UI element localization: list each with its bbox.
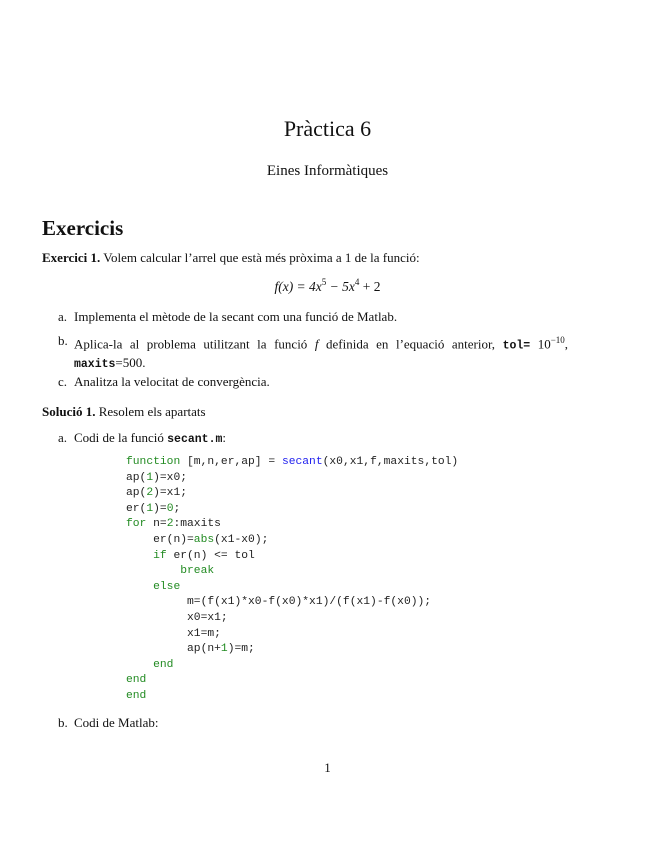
code-line xyxy=(126,673,458,689)
code-line xyxy=(126,471,458,487)
code-line xyxy=(126,564,458,580)
page-number: 1 xyxy=(324,760,331,775)
code-token: (x0,x1,f,maxits,tol) xyxy=(322,456,459,468)
code-token: ap(n+ xyxy=(126,643,221,656)
code-token: else xyxy=(153,580,181,593)
code-token: n= xyxy=(146,518,167,531)
code-line xyxy=(126,486,458,502)
text: Aplica-la al problema utilitzant la funció xyxy=(74,336,308,352)
code-token: secant xyxy=(281,456,323,468)
eq-exponent: 5 xyxy=(321,277,327,287)
exercise-item-c xyxy=(58,373,568,390)
code-token: )=x0; xyxy=(153,471,188,484)
document-subtitle: Eines Informàtiques xyxy=(266,163,389,179)
code-token: 0 xyxy=(166,502,174,515)
math-var: f xyxy=(314,336,319,352)
code-token: m=(f(x1)*x0-f(x0)*x1)/(f(x1)-f(x0)); xyxy=(126,596,432,609)
code-token: for xyxy=(126,518,147,531)
code-token xyxy=(126,550,153,562)
item-label: a. xyxy=(58,430,68,445)
code-token: ap( xyxy=(126,471,147,484)
code-line xyxy=(126,611,458,627)
code-token: er(n)= xyxy=(126,533,194,546)
code-line xyxy=(126,642,458,658)
item-text: Analitza la velocitat de convergència. xyxy=(74,374,270,389)
exercise-statement xyxy=(42,250,420,266)
code-token: x1=m; xyxy=(126,627,221,640)
code-token: )=m; xyxy=(227,643,255,656)
code-token: break xyxy=(180,565,215,578)
exercise-label: Exercici 1. xyxy=(42,250,101,265)
number: 10 xyxy=(537,336,551,352)
eq-part: f(x) = 4x xyxy=(274,279,322,294)
code-token: function xyxy=(126,456,181,468)
code-token: er( xyxy=(126,502,147,515)
section-heading: Exercicis xyxy=(42,216,124,240)
item-label: a. xyxy=(58,309,68,324)
item-label: b. xyxy=(58,715,68,730)
item-text xyxy=(74,429,568,448)
text: definida en l’equació anterior, xyxy=(326,336,496,352)
code-token xyxy=(126,581,153,593)
code-token: (x1-x0); xyxy=(214,533,269,546)
inline-code: tol= xyxy=(502,339,531,353)
code-token: x0=x1; xyxy=(126,611,228,624)
code-token: ap( xyxy=(126,487,147,500)
item-label: b. xyxy=(58,333,68,348)
text: =500. xyxy=(115,355,146,371)
code-token: ; xyxy=(173,502,181,515)
code-line xyxy=(126,502,458,518)
code-token: if xyxy=(153,549,167,562)
code-token: [m,n,er,ap] = xyxy=(180,456,282,468)
code-token: abs xyxy=(193,533,215,546)
text: , xyxy=(564,336,569,352)
eq-part: + 2 xyxy=(359,279,381,294)
item-label: c. xyxy=(58,374,68,389)
text: : xyxy=(222,430,226,445)
code-token: :maxits xyxy=(173,518,221,531)
solution-text: Resolem els apartats xyxy=(98,404,206,419)
item-text: Codi de Matlab: xyxy=(74,715,159,730)
code-listing xyxy=(126,455,458,705)
code-line xyxy=(126,627,458,643)
code-token: 1 xyxy=(146,471,154,484)
document-title: Pràctica 6 xyxy=(283,116,372,141)
solution-item-b xyxy=(58,714,568,731)
inline-code: maxits xyxy=(74,358,116,372)
exercise-item-a xyxy=(58,308,568,325)
code-token: er(n) <= tol xyxy=(166,549,255,562)
code-token: )=x1; xyxy=(153,487,188,500)
code-token: end xyxy=(126,674,147,687)
solution-statement xyxy=(42,404,206,420)
code-line xyxy=(126,455,458,471)
code-token: end xyxy=(126,689,147,702)
item-text xyxy=(74,332,568,373)
code-token: 1 xyxy=(220,643,228,656)
code-line xyxy=(126,549,458,565)
item-text: Implementa el mètode de la secant com una funció de Matlab. xyxy=(74,309,398,324)
code-token: 1 xyxy=(146,502,154,515)
code-token xyxy=(126,659,153,671)
solution-item-a xyxy=(58,429,568,448)
equation xyxy=(0,277,655,295)
exercise-item-b xyxy=(58,332,568,373)
code-line xyxy=(126,689,458,705)
eq-exponent: 4 xyxy=(354,277,360,287)
exercise-text: Volem calcular l’arrel que està més pròxima a 1 de la funció: xyxy=(103,250,420,265)
exponent: −10 xyxy=(550,335,565,345)
solution-label: Solució 1. xyxy=(42,404,96,419)
text: Codi de la funció xyxy=(74,430,164,445)
inline-code: secant.m xyxy=(167,433,223,446)
code-line xyxy=(126,658,458,674)
code-line xyxy=(126,595,458,611)
code-token: )= xyxy=(153,502,167,515)
code-token xyxy=(126,565,180,577)
code-line xyxy=(126,580,458,596)
code-line xyxy=(126,533,458,549)
code-token: 2 xyxy=(146,487,154,500)
code-token: end xyxy=(153,658,174,671)
code-line xyxy=(126,517,458,533)
code-token: 2 xyxy=(166,518,174,531)
eq-part: − 5x xyxy=(326,279,355,294)
